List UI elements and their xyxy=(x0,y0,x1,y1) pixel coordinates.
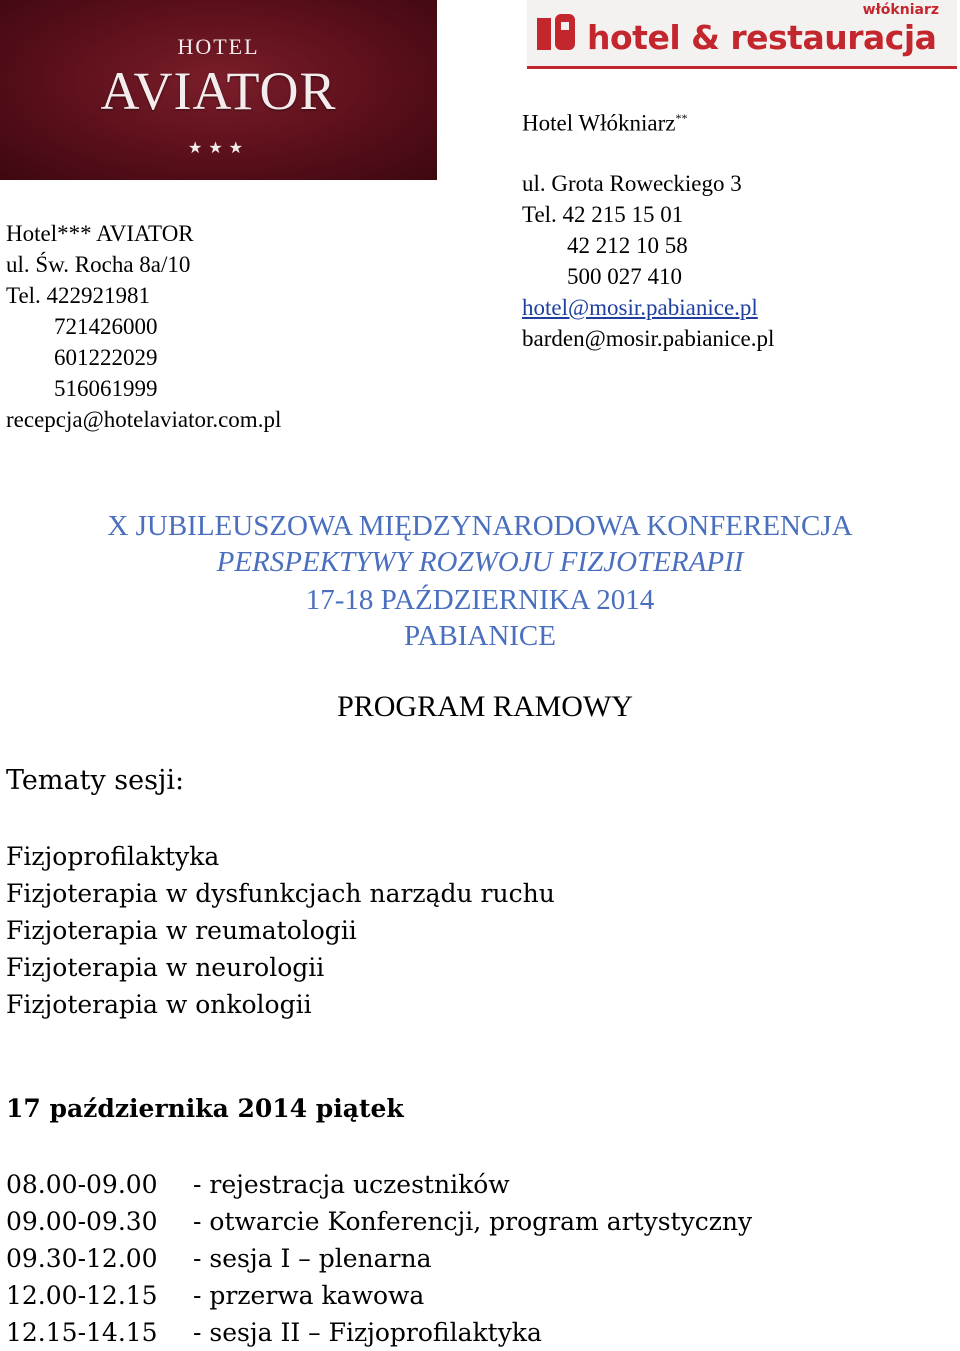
aviator-contact-block xyxy=(6,218,281,435)
schedule-table xyxy=(6,1166,752,1351)
schedule-row xyxy=(6,1277,752,1314)
schedule-row xyxy=(6,1166,752,1203)
conference-date: 17-18 PAŹDZIERNIKA 2014 xyxy=(305,584,655,616)
topic-item: Fizjoterapia w dysfunkcjach narządu ruchu xyxy=(6,879,555,908)
logo-hotel-restauracja-text: hotel & restauracja xyxy=(587,18,937,57)
wlokniarz-email-link[interactable]: hotel@mosir.pabianice.pl xyxy=(522,295,758,320)
wlokniarz-email-2: barden@mosir.pabianice.pl xyxy=(522,326,775,351)
wlokniarz-stars: ** xyxy=(675,111,688,125)
logo-wlokniarz-text: włókniarz xyxy=(862,2,939,18)
logo-stars: ★★★ xyxy=(187,138,250,157)
hotel-wlokniarz-logo xyxy=(527,0,957,69)
topic-item: Fizjoterapia w neurologii xyxy=(6,953,325,982)
program-heading: PROGRAM RAMOWY xyxy=(337,690,633,723)
topics-label: Tematy sesji: xyxy=(6,765,185,796)
topics-list xyxy=(6,838,555,1023)
schedule-time: 09.30-12.00 xyxy=(6,1244,158,1273)
schedule-event: - rejestracja uczestników xyxy=(193,1170,510,1199)
topic-item: Fizjoprofilaktyka xyxy=(6,842,220,871)
schedule-event: - przerwa kawowa xyxy=(193,1281,425,1310)
day-heading: 17 października 2014 piątek xyxy=(6,1094,404,1123)
aviator-phone-3: 601222029 xyxy=(54,345,158,370)
wlokniarz-phone-2: 42 212 10 58 xyxy=(567,233,688,258)
aviator-name-line: Hotel*** AVIATOR xyxy=(6,221,194,246)
hotel-aviator-logo xyxy=(0,0,437,180)
conference-title: X JUBILEUSZOWA MIĘDZYNARODOWA KONFERENCJA xyxy=(107,510,853,542)
wlokniarz-phone-3: 500 027 410 xyxy=(567,264,682,289)
logo-hotel-text: HOTEL xyxy=(177,34,260,59)
aviator-email: recepcja@hotelaviator.com.pl xyxy=(6,407,282,432)
aviator-phone-4: 516061999 xyxy=(54,376,158,401)
schedule-time: 08.00-09.00 xyxy=(6,1170,158,1199)
conference-city: PABIANICE xyxy=(403,620,556,652)
aviator-phone-2: 721426000 xyxy=(54,314,158,339)
schedule-row xyxy=(6,1314,752,1351)
conference-subtitle: PERSPEKTYWY ROZWOJU FIZJOTERAPII xyxy=(216,546,744,578)
schedule-time: 12.00-12.15 xyxy=(6,1281,158,1310)
topic-item: Fizjoterapia w onkologii xyxy=(6,990,312,1019)
schedule-event: - sesja II – Fizjoprofilaktyka xyxy=(193,1318,542,1347)
schedule-row xyxy=(6,1203,752,1240)
topic-item: Fizjoterapia w reumatologii xyxy=(6,916,357,945)
wlokniarz-title: Hotel Włókniarz** xyxy=(522,110,688,136)
schedule-time: 09.00-09.30 xyxy=(6,1207,158,1236)
schedule-time: 12.15-14.15 xyxy=(6,1318,158,1347)
schedule-event: - sesja I – plenarna xyxy=(193,1244,432,1273)
schedule-row xyxy=(6,1240,752,1277)
wlokniarz-phone-1: Tel. 42 215 15 01 xyxy=(522,202,684,227)
schedule-event: - otwarcie Konferencji, program artystyczny xyxy=(193,1207,753,1236)
wlokniarz-contact-block xyxy=(522,168,774,354)
wlokniarz-address: ul. Grota Roweckiego 3 xyxy=(522,171,742,196)
aviator-phone-1: Tel. 422921981 xyxy=(6,283,151,308)
aviator-address: ul. Św. Rocha 8a/10 xyxy=(6,252,191,277)
hotel-building-icon xyxy=(533,10,579,56)
logo-aviator-text: AVIATOR xyxy=(100,61,337,121)
